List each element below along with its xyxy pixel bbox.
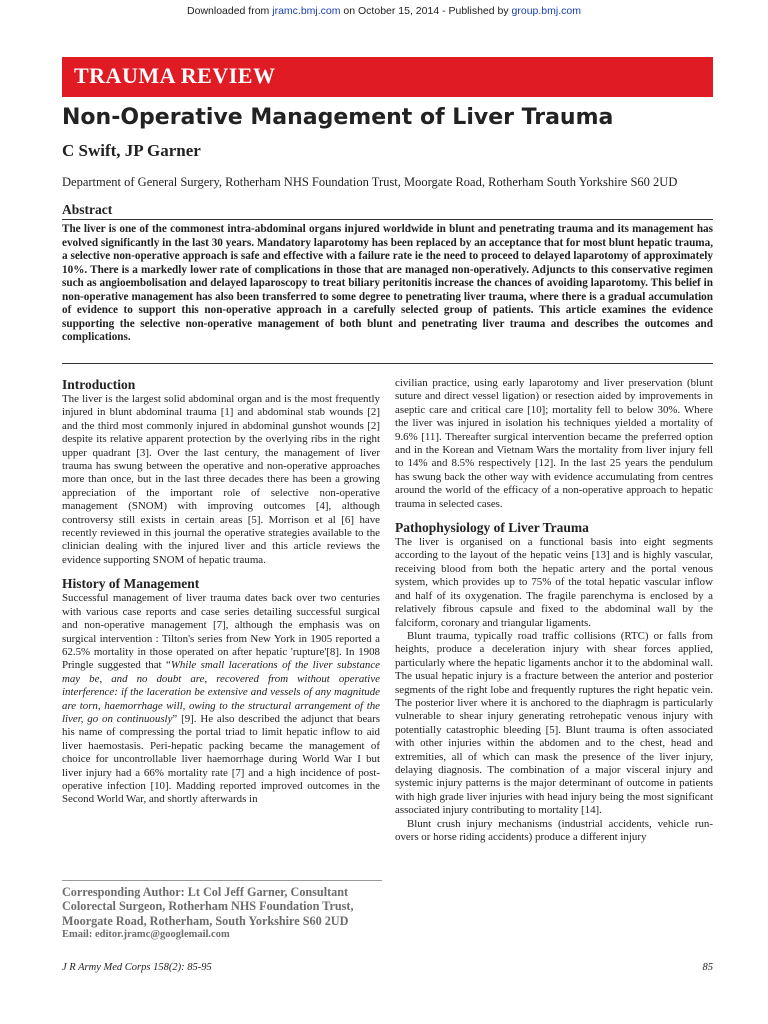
pringle-quote: While small lacerations of the liver substance may be, and no doubt are, recovered from without operative interference: if the laceration be extensive and vessels of any magnitude are torn, haemorrhage will, owing to the structural arrangement of the liver, go on continuously	[62, 659, 380, 725]
page-number: 85	[702, 962, 713, 973]
pathophysiology-paragraph: Blunt trauma, typically road traffic collisions (RTC) or falls from heights, produce a deceleration injury with shear forces applied, particularly where the hepatic ligaments anchor it to the abdominal wall. The usual hepatic injury is a fracture between the anterior and posterior segments of the right lobe and frequently ruptures the right hepatic vein. The posterior liver where it is anchored to the diaphragm is particularly vulnerable to shear injury generating retrohepatic venous injury with potentially catastrophic bleeding [5]. Blunt trauma is often associated with other injuries within the abdomen and to the chest, head and extremities, all of which can mask the presence of the liver injury, delaying diagnosis. The combination of a major visceral injury and systemic injury patterns is the major determinant of outcome in patients with high grade liver injuries with head injury being the most significant associated injury contributing to mortality [14].	[395, 629, 713, 817]
correspondence-rule	[62, 880, 382, 881]
introduction-text: The liver is the largest solid abdominal organ and is the most frequently injured in blunt abdominal trauma [1] and abdominal stab wounds [2] and the third most commonly injured in abdominal gunshot wounds [2] despite its relative apparent protection by the overlying ribs in the right upper quadrant [3]. Over the last century, the management of liver trauma has swung between the operative and non-operative approaches more than once, but in the last three decades there has been a growing appreciation of the important role of selective non-operative management (SNOM) with improving outcomes [4], although controversy still exists in certain areas [5]. Morrison et al [6] have recently reviewed in this journal the operative strategies available to the clinician dealing with the injured liver and this article reviews the evidence supporting SNOM of hepatic trauma.	[62, 393, 380, 566]
article-title: Non-Operative Management of Liver Trauma	[62, 105, 614, 130]
correspondence-text: Corresponding Author: Lt Col Jeff Garner, Consultant Colorectal Surgeon, Rotherham NHS Foundation Trust, Moorgate Road, Rotherham, South Yorkshire S60 2UD	[62, 885, 354, 928]
abstract-top-rule	[62, 219, 713, 220]
history-heading: History of Management	[62, 576, 200, 592]
section-banner	[62, 57, 713, 97]
download-notice: Downloaded from jramc.bmj.com on October 15, 2014 - Published by group.bmj.com	[187, 5, 581, 17]
author-affiliation: Department of General Surgery, Rotherham NHS Foundation Trust, Moorgate Road, Rotherham South Yorkshire S60 2UD	[62, 175, 678, 189]
right-column	[395, 377, 713, 844]
abstract-bottom-rule	[62, 363, 713, 364]
article-authors: C Swift, JP Garner	[62, 141, 201, 160]
journal-citation: J R Army Med Corps 158(2): 85-95	[62, 962, 212, 973]
history-continued-text: civilian practice, using early laparotomy and liver preservation (blunt suture and direct vessel ligation) or resection aided by improvements in aseptic care and critical care [10]; mortality fell to below 30%. Where the liver was injured in isolation his techniques yielded a mortality of 9.6% [11]. Thereafter surgical intervention became the preferred option and in the Korean and Vietnam Wars the mortality from liver injury fell to 14% and 8.5% respectively [12]. In the last 25 years the pendulum has swung back the other way with evidence accumulating from centres around the world of the efficacy of a non-operative approach to hepatic trauma in selected cases.	[395, 377, 713, 510]
pathophysiology-paragraph: The liver is organised on a functional basis into eight segments according to the layout of the hepatic veins [13] and is highly vascular, receiving blood from both the hepatic artery and the portal venous system, which provides up to 75% of the total hepatic vascular inflow and half of its oxygenation. The fragile parenchyma is enclosed by a relatively fibrous capsule and fixed to the abdominal wall by the falciform, coronary and triangular ligaments.	[395, 536, 713, 629]
introduction-heading: Introduction	[62, 377, 136, 392]
publisher-link[interactable]: group.bmj.com	[511, 5, 581, 17]
abstract-text: The liver is one of the commonest intra-abdominal organs injured worldwide in blunt and penetrating trauma and its management has evolved significantly in the last 30 years. Mandatory laparotomy has been replaced by an acceptance that for most blunt hepatic trauma, a selective non-operative approach is safe and effective with a failure rate ie the need to proceed to delayed laparotomy of approximately 10%. There is a markedly lower rate of complications in those that are managed non-operatively. Adjuncts to this conservative regimen such as angioembolisation and delayed laparoscopy to treat biliary peritonitis increase the chances of avoiding laparotomy. This belief in non-operative management has also been transferred to some degree to penetrating liver trauma, where there is a gradual accumulation of evidence to support this non-operative approach in a carefully selected group of patients. This article examines the evidence supporting the selective non-operative management of both blunt and penetrating liver trauma and describes the outcomes and complications.	[62, 223, 713, 343]
journal-site-link[interactable]: jramc.bmj.com	[272, 5, 341, 17]
history-text: Successful management of liver trauma dates back over two centuries with various case reports and case series detailing successful surgical and non-operative management [7], although the emphasis was on surgical intervention : Tilton's series from New York in 1905 reported a 62.5% mortality in those operated on after hepatic 'rupture'[8]. In 1908 Pringle suggested that “While small lacerations of the liver substance may be, and no doubt are, recovered from without operative interference: if the laceration be extensive and vessels of any magnitude are torn, haemorrhage will, owing to the structural arrangement of the liver, go on continuously” [9]. He also described the adjunct that bears his name of compressing the portal triad to limit hepatic inflow to aid liver haemostasis. Peri-hepatic packing became the management of choice for uncontrollable liver haemorrhage during World War I but liver injury had a 66% mortality rate [7] and a high incidence of post-operative infection [10]. Madding reported improved outcomes in the Second World War, and shortly afterwards in	[62, 592, 380, 806]
correspondence-block	[62, 885, 382, 943]
abstract-heading: Abstract	[62, 202, 113, 217]
banner-label: TRAUMA REVIEW	[74, 63, 276, 88]
correspondence-email: Email: editor.jramc@googlemail.com	[62, 929, 230, 941]
left-column	[62, 376, 380, 807]
pathophysiology-paragraph: Blunt crush injury mechanisms (industrial accidents, vehicle run-overs or horse riding accidents) produce a different injury	[395, 817, 713, 843]
pathophysiology-heading: Pathophysiology of Liver Trauma	[395, 520, 589, 536]
